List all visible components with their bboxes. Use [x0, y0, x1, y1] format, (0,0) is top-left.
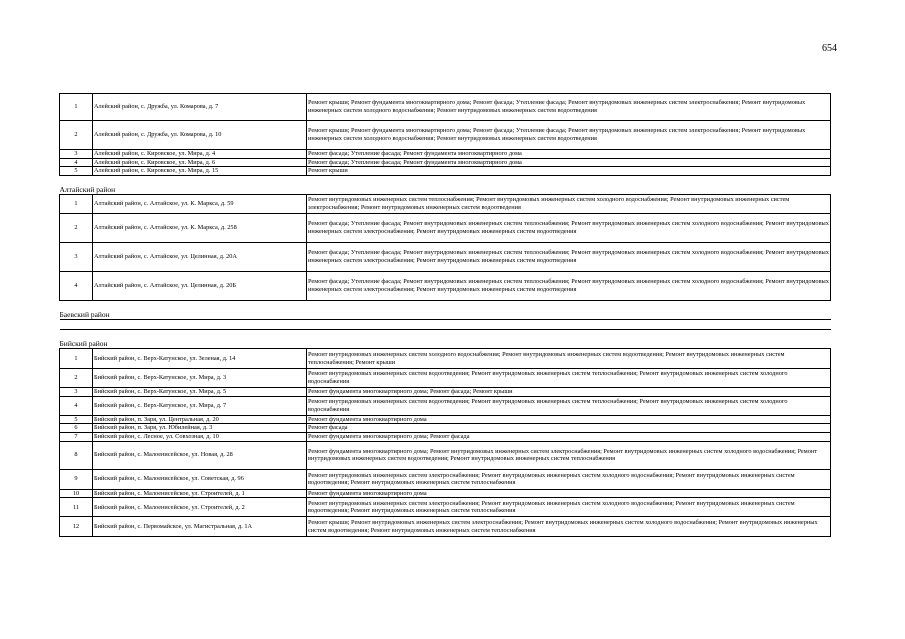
row-number: 3 — [60, 243, 93, 272]
works-cell: Ремонт крыши; Ремонт фундамента многоквартирного дома; Ремонт фасада; Утепление фасада; Ремонт внутридомовых инженерных систем электроснабжения; Ремонт внутридомовых инженерных систем холодного водоснабжения; Ремонт внутридомовых инженерных систем водоотведения — [307, 94, 831, 121]
district-name: Алтайский район — [59, 184, 116, 194]
row-number: 5 — [60, 167, 93, 176]
address-cell: Алтайский район, с. Алтайское, ул. К. Маркса, д. 258 — [93, 214, 307, 243]
table-row — [60, 158, 831, 167]
address-cell: Алтайский район, с. Алтайское, ул. Целинная, д. 20А — [93, 243, 307, 272]
row-number: 7 — [60, 433, 93, 442]
row-number: 3 — [60, 388, 93, 397]
works-cell: Ремонт крыши; Ремонт внутридомовых инженерных систем электроснабжения; Ремонт внутридомовых инженерных систем холодного водоснабжения; Ремонт внутридомовых инженерных систем водоотведения; Ремонт внутридомовых инженерных систем теплоснабжения — [307, 517, 831, 537]
row-number: 10 — [60, 489, 93, 498]
works-cell: Ремонт внутридомовых инженерных систем холодного водоснабжения; Ремонт внутридомовых инженерных систем водоотведения; Ремонт внутридомовых инженерных систем теплоснабжения; Ремонт крыши — [307, 349, 831, 369]
works-cell: Ремонт крыши; Ремонт фундамента многоквартирного дома; Ремонт фасада; Утепление фасада; Ремонт внутридомовых инженерных систем электроснабжения; Ремонт внутридомовых инженерных систем холодного водоснабжения; Ремонт внутридомовых инженерных систем водоотведения — [307, 121, 831, 150]
address-cell: Бийский район, п. Заря, ул. Юбилейная, д. 3 — [93, 424, 307, 433]
district-header-row — [60, 330, 831, 349]
table-row — [60, 396, 831, 415]
table-row — [60, 167, 831, 176]
empty-row — [60, 320, 831, 330]
works-cell: Ремонт фасада; Утепление фасада; Ремонт внутридомовых инженерных систем теплоснабжения; Ремонт внутридомовых инженерных систем холодного водоснабжения; Ремонт внутридомовых инженерных систем электроснабжения; Ремонт внутридомовых инженерных систем водоотведения — [307, 243, 831, 272]
address-cell: Алейский район, с. Кировское, ул. Мира, д. 6 — [93, 158, 307, 167]
row-number: 1 — [60, 195, 93, 214]
table-row — [60, 121, 831, 150]
address-cell: Бийский район, с. Малоенисейское, ул. Строителей, д. 1 — [93, 489, 307, 498]
table-row — [60, 498, 831, 517]
works-cell: Ремонт фасада; Утепление фасада; Ремонт внутридомовых инженерных систем теплоснабжения; Ремонт внутридомовых инженерных систем холодного водоснабжения; Ремонт внутридомовых инженерных систем электроснабжения; Ремонт внутридомовых инженерных систем водоотведения — [307, 214, 831, 243]
address-cell: Алейский район, с. Кировское, ул. Мира, д. 4 — [93, 150, 307, 159]
table-row — [60, 195, 831, 214]
address-cell: Бийский район, с. Верх-Катунское, ул. Мира, д. 5 — [93, 388, 307, 397]
works-cell: Ремонт внутридомовых инженерных систем электроснабжения; Ремонт внутридомовых инженерных систем холодного водоснабжения; Ремонт внутридомовых инженерных систем водоотведения; Ремонт внутридомовых инженерных систем теплоснабжения — [307, 469, 831, 489]
row-number: 11 — [60, 498, 93, 517]
address-cell: Алейский район, с. Дружба, ул. Комарова, д. 10 — [93, 121, 307, 150]
address-cell: Бийский район, с. Малоенисейское, ул. Новая, д. 28 — [93, 441, 307, 469]
table-row — [60, 272, 831, 301]
address-cell: Бийский район, с. Верх-Катунское, ул. Мира, д. 3 — [93, 369, 307, 388]
table-row — [60, 441, 831, 469]
table-row — [60, 489, 831, 498]
table-row — [60, 94, 831, 121]
address-cell: Бийский район, с. Первомайское, ул. Магистральная, д. 1А — [93, 517, 307, 537]
row-number: 6 — [60, 424, 93, 433]
row-number: 2 — [60, 214, 93, 243]
row-number: 12 — [60, 517, 93, 537]
row-number: 1 — [60, 94, 93, 121]
row-number: 8 — [60, 441, 93, 469]
empty-cell — [93, 320, 307, 330]
works-cell: Ремонт фундамента многоквартирного дома; Ремонт внутридомовых инженерных систем электроснабжения; Ремонт внутридомовых инженерных систем холодного водоснабжения; Ремонт внутридомовых инженерных систем водоотведения; Ремонт внутридомовых инженерных систем теплоснабжения — [307, 441, 831, 469]
works-cell: Ремонт фундамента многоквартирного дома — [307, 489, 831, 498]
address-cell: Бийский район, с. Верх-Катунское, ул. Зеленая, д. 14 — [93, 349, 307, 369]
address-cell: Алейский район, с. Кировское, ул. Мира, д. 15 — [93, 167, 307, 176]
works-cell: Ремонт фасада; Утепление фасада; Ремонт фундамента многоквартирного дома — [307, 158, 831, 167]
address-cell: Бийский район, с. Малоенисейское, ул. Советская, д. 96 — [93, 469, 307, 489]
address-cell: Бийский район, с. Верх-Катунское, ул. Мира, д. 7 — [93, 396, 307, 415]
address-cell: Бийский район, с. Лесное, ул. Совхозная, д. 10 — [93, 433, 307, 442]
table-row — [60, 517, 831, 537]
row-number: 9 — [60, 469, 93, 489]
row-number: 3 — [60, 150, 93, 159]
table-row — [60, 433, 831, 442]
row-number: 5 — [60, 415, 93, 424]
table-row — [60, 349, 831, 369]
address-cell: Бийский район, п. Заря, ул. Центральная, д. 20 — [93, 415, 307, 424]
district-name: Бийский район — [59, 338, 108, 348]
page-number: 654 — [822, 43, 837, 54]
table-row — [60, 415, 831, 424]
address-cell: Алтайский район, с. Алтайское, ул. Целинная, д. 20Б — [93, 272, 307, 301]
works-cell: Ремонт фундамента многоквартирного дома; Ремонт фасада; Ремонт крыши — [307, 388, 831, 397]
table-row — [60, 424, 831, 433]
table-row — [60, 243, 831, 272]
address-cell: Алейский район, с. Дружба, ул. Комарова, д. 7 — [93, 94, 307, 121]
works-cell: Ремонт фундамента многоквартирного дома; Ремонт фасада — [307, 433, 831, 442]
row-number: 4 — [60, 158, 93, 167]
works-cell: Ремонт внутридомовых инженерных систем теплоснабжения; Ремонт внутридомовых инженерных систем холодного водоснабжения; Ремонт внутридомовых инженерных систем электроснабжения; Ремонт внутридомовых инженерных систем водоотведения — [307, 195, 831, 214]
table-row — [60, 369, 831, 388]
works-cell: Ремонт фасада — [307, 424, 831, 433]
table-row — [60, 469, 831, 489]
works-cell: Ремонт фасада; Утепление фасада; Ремонт внутридомовых инженерных систем теплоснабжения; Ремонт внутридомовых инженерных систем холодного водоснабжения; Ремонт внутридомовых инженерных систем электроснабжения; Ремонт внутридомовых инженерных систем водоотведения — [307, 272, 831, 301]
row-number: 1 — [60, 349, 93, 369]
empty-cell — [60, 320, 93, 330]
row-number: 2 — [60, 121, 93, 150]
works-cell: Ремонт внутридомовых инженерных систем водоотведения; Ремонт внутридомовых инженерных систем теплоснабжения; Ремонт внутридомовых инженерных систем холодного водоснабжения — [307, 369, 831, 388]
repair-works-table — [59, 93, 831, 537]
district-header-row — [60, 176, 831, 195]
table-row — [60, 214, 831, 243]
row-number: 4 — [60, 396, 93, 415]
row-number: 2 — [60, 369, 93, 388]
district-name: Баевский район — [59, 309, 110, 319]
works-cell: Ремонт крыши — [307, 167, 831, 176]
works-cell: Ремонт фасада; Утепление фасада; Ремонт фундамента многоквартирного дома — [307, 150, 831, 159]
works-cell: Ремонт фундамента многоквартирного дома — [307, 415, 831, 424]
row-number: 4 — [60, 272, 93, 301]
empty-cell — [307, 320, 831, 330]
address-cell: Алтайский район, с. Алтайское, ул. К. Маркса, д. 59 — [93, 195, 307, 214]
works-cell: Ремонт внутридомовых инженерных систем электроснабжения; Ремонт внутридомовых инженерных систем холодного водоснабжения; Ремонт внутридомовых инженерных систем водоотведения; Ремонт внутридомовых инженерных систем теплоснабжения — [307, 498, 831, 517]
address-cell: Бийский район, с. Малоенисейское, ул. Строителей, д. 2 — [93, 498, 307, 517]
works-cell: Ремонт внутридомовых инженерных систем водоотведения; Ремонт внутридомовых инженерных систем теплоснабжения; Ремонт внутридомовых инженерных систем холодного водоснабжения — [307, 396, 831, 415]
table-row — [60, 150, 831, 159]
table-row — [60, 388, 831, 397]
district-header-row — [60, 301, 831, 320]
